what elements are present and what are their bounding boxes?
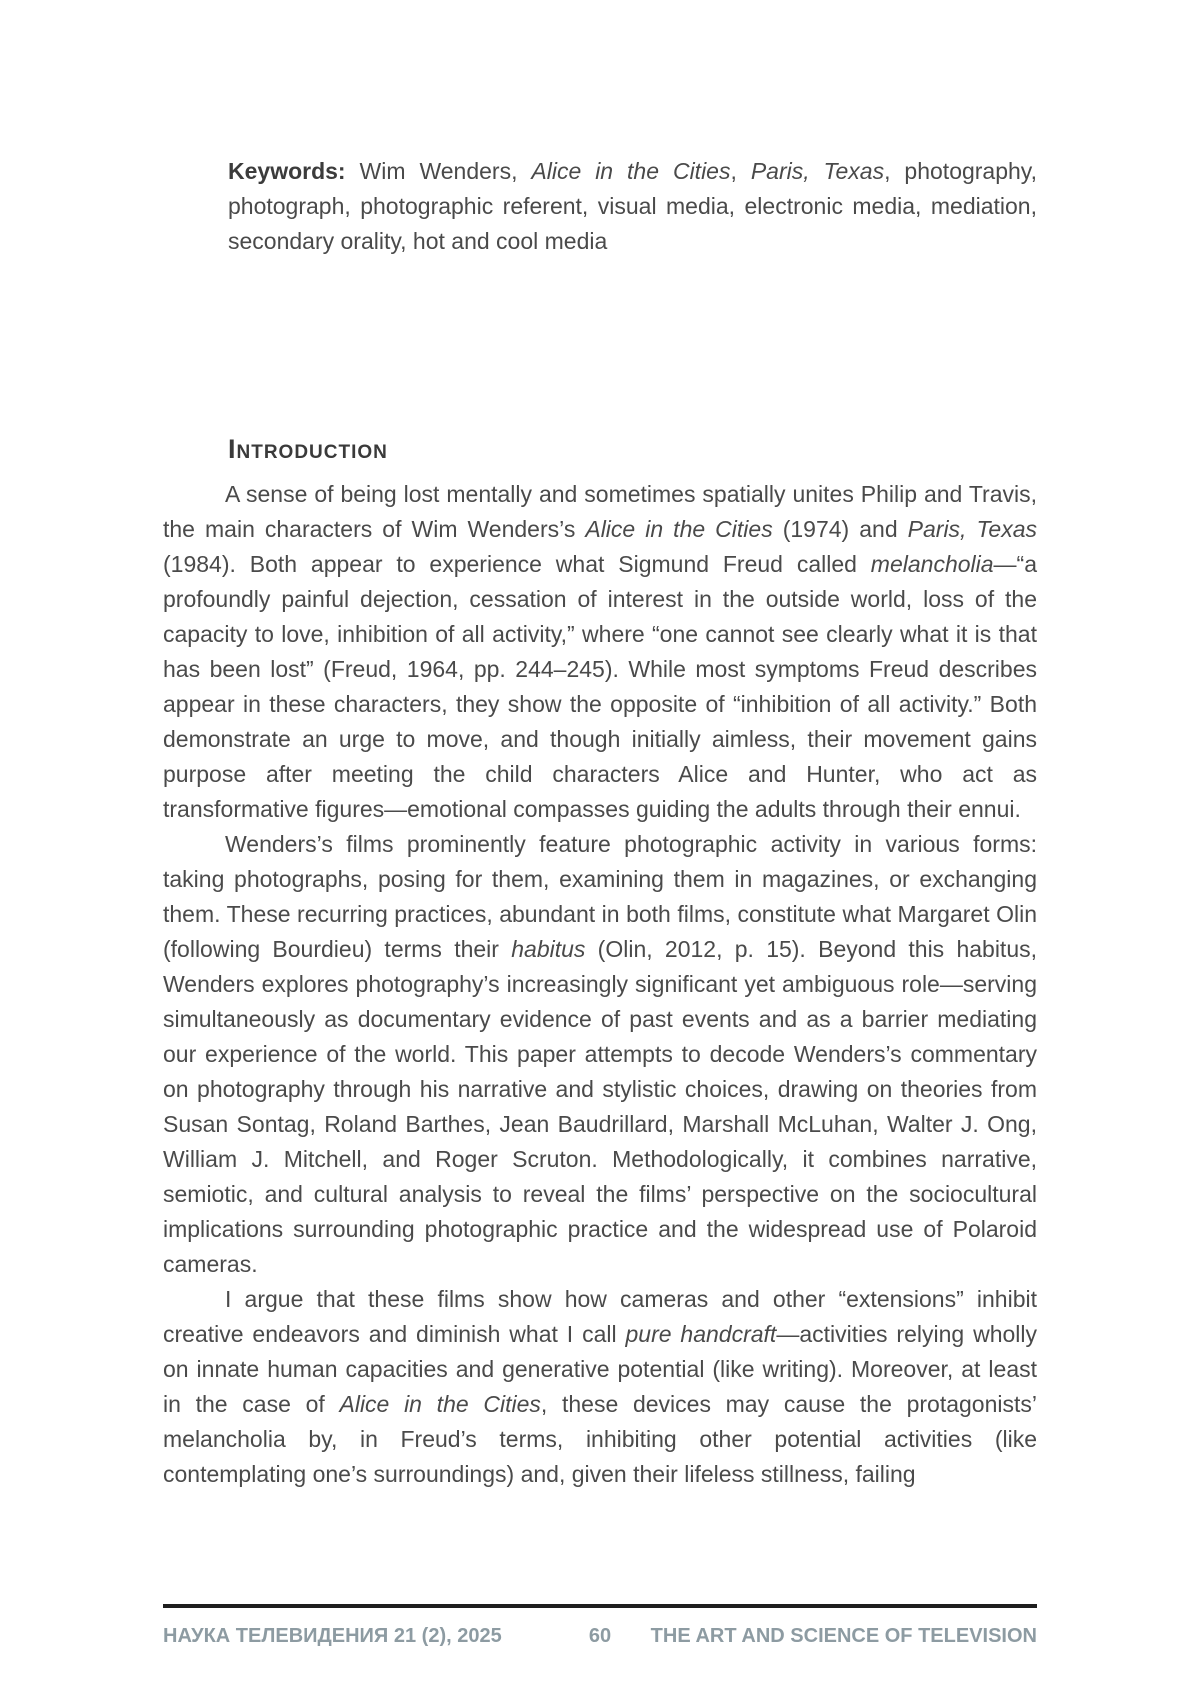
- paragraph-1: A sense of being lost mentally and sometimes spatially unites Philip and Travis, the main characters of Wim Wenders’s Alice in the Cities (1974) and Paris, Texas (1984). Both appear to experience what Sigmund Freud called melancholia—“a profoundly painful dejection, cessation of interest in the outside world, loss of the capacity to love, inhibition of all activity,” where “one cannot see clearly what it is that has been lost” (Freud, 1964, pp. 244–245). While most symptoms Freud describes appear in these characters, they show the opposite of “inhibition of all activity.” Both demonstrate an urge to move, and though initially aimless, their movement gains purpose after meeting the child characters Alice and Hunter, who act as transformative figures—emotional compasses guiding the adults through their ennui.: [163, 481, 1037, 822]
- journal-title-ru: НАУКА ТЕЛЕВИДЕНИЯ 21 (2), 2025: [163, 1625, 502, 1647]
- article-body: [163, 477, 1037, 1492]
- paragraph-2: Wenders’s films prominently feature photographic activity in various forms: taking photographs, posing for them, examining them in magazines, or exchanging them. These recurring practices, abundant in both films, constitute what Margaret Olin (following Bourdieu) terms their habitus (Olin, 2012, p. 15). Beyond this habitus, Wenders explores photography’s increasingly significant yet ambiguous role—serving simultaneously as documentary evidence of past events and as a barrier mediating our experience of the world. This paper attempts to decode Wenders’s commentary on photography through his narrative and stylistic choices, drawing on theories from Susan Sontag, Roland Barthes, Jean Baudrillard, Marshall McLuhan, Walter J. Ong, William J. Mitchell, and Roger Scruton. Methodologically, it combines narrative, semiotic, and cultural analysis to reveal the films’ perspective on the sociocultural implications surrounding photographic practice and the widespread use of Polaroid cameras.: [163, 831, 1038, 1277]
- page-footer: [163, 1604, 1037, 1651]
- introduction-heading: Introduction: [228, 434, 388, 464]
- paragraph-3: I argue that these films show how cameras and other “extensions” inhibit creative endeavors and diminish what I call pure handcraft—activities relying wholly on innate human capacities and generative potential (like writing). Moreover, at least in the case of Alice in the Cities, these devices may cause the protagonists’ melancholia by, in Freud’s terms, inhibiting other potential activities (like contemplating one’s surroundings) and, given their lifeless stillness, failing: [163, 1286, 1037, 1487]
- keywords-paragraph: Keywords: Wim Wenders, Alice in the Cities, Paris, Texas, photography, photograph, photographic referent, visual media, electronic media, mediation, secondary orality, hot and cool media: [228, 158, 1037, 254]
- journal-title-en: THE ART AND SCIENCE OF TELEVISION: [650, 1625, 1037, 1647]
- footer-row: [163, 1625, 1037, 1651]
- page-number: 60: [588, 1625, 612, 1647]
- footer-divider: [163, 1604, 1037, 1608]
